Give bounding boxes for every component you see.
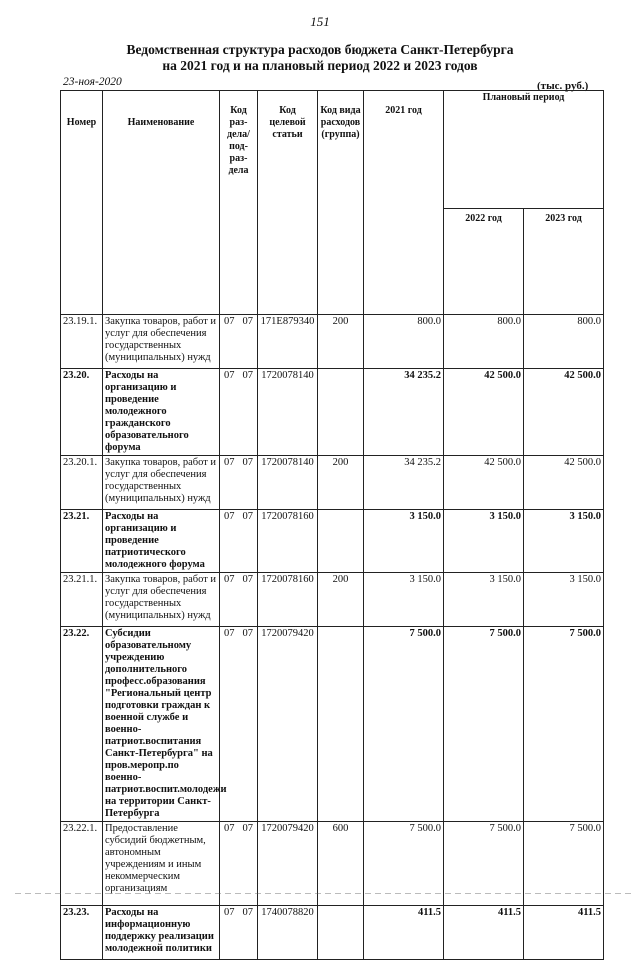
row-target-code: 1720078140 bbox=[258, 369, 318, 456]
bottom-scan-line bbox=[15, 893, 635, 894]
document-date: 23-ноя-2020 bbox=[63, 76, 122, 88]
budget-table bbox=[60, 90, 604, 960]
row-section-code bbox=[220, 510, 258, 573]
row-name: Субсидии образовательному учреждению дополнительного професс.образования "Региональный центр подготовки граждан к военной службе и военно-патриот.воспитания Санкт-Петербурга" на пров.меропр.по военно-патриот.воспит.молодежи на территории Санкт-Петербурга bbox=[103, 627, 220, 822]
row-expense-type: 200 bbox=[318, 573, 364, 627]
document-title bbox=[0, 42, 640, 74]
row-number: 23.21.1. bbox=[61, 573, 103, 627]
table-row bbox=[61, 510, 604, 573]
row-subsection-part: 07 bbox=[242, 823, 253, 834]
table-row bbox=[61, 315, 604, 369]
row-section-code bbox=[220, 369, 258, 456]
row-value-2023: 3 150.0 bbox=[524, 573, 604, 627]
header-section-code: Код раз-дела/ под-раз-дела bbox=[220, 91, 258, 315]
header-planned-period: Плановый период bbox=[444, 91, 604, 209]
row-section-part: 07 bbox=[224, 370, 235, 381]
row-name: Расходы на организацию и проведение молодежного гражданского образовательного форума bbox=[103, 369, 220, 456]
row-value-2021: 3 150.0 bbox=[364, 510, 444, 573]
header-expense-type: Код вида расходов (группа) bbox=[318, 91, 364, 315]
page-number: 151 bbox=[310, 14, 330, 29]
row-number: 23.20.1. bbox=[61, 456, 103, 510]
row-subsection-part: 07 bbox=[242, 316, 253, 327]
header-year-2021: 2021 год bbox=[364, 91, 444, 315]
row-section-part: 07 bbox=[224, 574, 235, 585]
row-target-code: 1720079420 bbox=[258, 822, 318, 906]
row-value-2022: 7 500.0 bbox=[444, 627, 524, 822]
row-section-code bbox=[220, 315, 258, 369]
table-row bbox=[61, 456, 604, 510]
row-value-2021: 7 500.0 bbox=[364, 822, 444, 906]
row-value-2023: 42 500.0 bbox=[524, 456, 604, 510]
table-body bbox=[61, 315, 604, 960]
row-subsection-part: 07 bbox=[242, 628, 253, 639]
row-target-code: 1720079420 bbox=[258, 627, 318, 822]
row-subsection-part: 07 bbox=[242, 370, 253, 381]
row-name: Закупка товаров, работ и услуг для обеспечения государственных (муниципальных) нужд bbox=[103, 573, 220, 627]
row-expense-type: 200 bbox=[318, 456, 364, 510]
row-value-2022: 7 500.0 bbox=[444, 822, 524, 906]
row-value-2023: 7 500.0 bbox=[524, 627, 604, 822]
table-row bbox=[61, 573, 604, 627]
row-value-2022: 3 150.0 bbox=[444, 510, 524, 573]
title-line-1: Ведомственная структура расходов бюджета Санкт-Петербурга bbox=[126, 42, 514, 57]
units-label: (тыс. руб.) bbox=[537, 80, 589, 92]
row-expense-type bbox=[318, 906, 364, 960]
row-section-part: 07 bbox=[224, 457, 235, 468]
row-expense-type: 600 bbox=[318, 822, 364, 906]
header-name: Наименование bbox=[103, 91, 220, 315]
row-value-2021: 7 500.0 bbox=[364, 627, 444, 822]
row-section-part: 07 bbox=[224, 907, 235, 918]
row-value-2022: 800.0 bbox=[444, 315, 524, 369]
title-line-2: на 2021 год и на плановый период 2022 и 2023 годов bbox=[162, 58, 478, 73]
row-name: Предоставление субсидий бюджетным, автономным учреждениям и иным некоммерческим организациям bbox=[103, 822, 220, 906]
row-section-code bbox=[220, 456, 258, 510]
row-section-part: 07 bbox=[224, 316, 235, 327]
row-value-2021: 3 150.0 bbox=[364, 573, 444, 627]
row-target-code: 1740078820 bbox=[258, 906, 318, 960]
row-value-2023: 42 500.0 bbox=[524, 369, 604, 456]
row-section-part: 07 bbox=[224, 628, 235, 639]
header-number: Номер bbox=[61, 91, 103, 315]
row-name: Закупка товаров, работ и услуг для обеспечения государственных (муниципальных) нужд bbox=[103, 315, 220, 369]
header-year-2022: 2022 год bbox=[444, 209, 524, 315]
row-name: Расходы на информационную поддержку реализации молодежной политики bbox=[103, 906, 220, 960]
row-name: Расходы на организацию и проведение патриотического молодежного форума bbox=[103, 510, 220, 573]
row-name: Закупка товаров, работ и услуг для обеспечения государственных (муниципальных) нужд bbox=[103, 456, 220, 510]
row-value-2023: 411.5 bbox=[524, 906, 604, 960]
row-subsection-part: 07 bbox=[242, 511, 253, 522]
row-number: 23.23. bbox=[61, 906, 103, 960]
row-subsection-part: 07 bbox=[242, 907, 253, 918]
row-expense-type bbox=[318, 627, 364, 822]
row-value-2021: 411.5 bbox=[364, 906, 444, 960]
row-value-2023: 7 500.0 bbox=[524, 822, 604, 906]
row-expense-type: 200 bbox=[318, 315, 364, 369]
row-value-2023: 3 150.0 bbox=[524, 510, 604, 573]
row-subsection-part: 07 bbox=[242, 574, 253, 585]
row-number: 23.20. bbox=[61, 369, 103, 456]
row-section-part: 07 bbox=[224, 823, 235, 834]
row-target-code: 1720078160 bbox=[258, 510, 318, 573]
row-number: 23.21. bbox=[61, 510, 103, 573]
row-target-code: 1720078160 bbox=[258, 573, 318, 627]
row-number: 23.22.1. bbox=[61, 822, 103, 906]
row-section-part: 07 bbox=[224, 511, 235, 522]
table-row bbox=[61, 369, 604, 456]
row-number: 23.19.1. bbox=[61, 315, 103, 369]
row-expense-type bbox=[318, 369, 364, 456]
row-expense-type bbox=[318, 510, 364, 573]
row-value-2022: 42 500.0 bbox=[444, 369, 524, 456]
row-section-code bbox=[220, 573, 258, 627]
row-value-2022: 411.5 bbox=[444, 906, 524, 960]
table-row bbox=[61, 627, 604, 822]
row-subsection-part: 07 bbox=[242, 457, 253, 468]
row-value-2022: 3 150.0 bbox=[444, 573, 524, 627]
row-value-2022: 42 500.0 bbox=[444, 456, 524, 510]
table-row bbox=[61, 906, 604, 960]
row-number: 23.22. bbox=[61, 627, 103, 822]
header-target-code: Код целевой статьи bbox=[258, 91, 318, 315]
table-header-row bbox=[61, 91, 604, 209]
row-value-2021: 34 235.2 bbox=[364, 369, 444, 456]
row-target-code: 171E879340 bbox=[258, 315, 318, 369]
row-section-code bbox=[220, 906, 258, 960]
row-value-2023: 800.0 bbox=[524, 315, 604, 369]
row-value-2021: 800.0 bbox=[364, 315, 444, 369]
header-year-2023: 2023 год bbox=[524, 209, 604, 315]
row-target-code: 1720078140 bbox=[258, 456, 318, 510]
row-value-2021: 34 235.2 bbox=[364, 456, 444, 510]
